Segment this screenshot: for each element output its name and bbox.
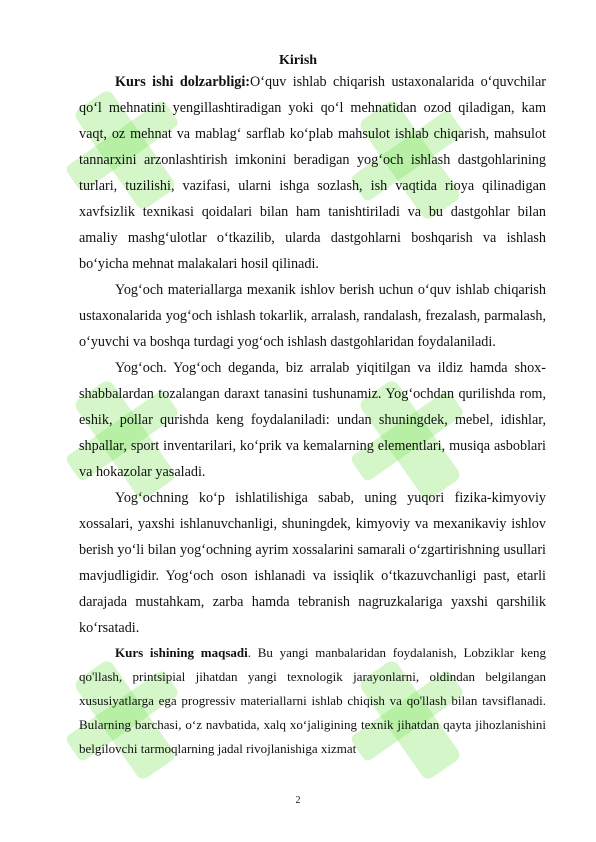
goal-heading: Kurs ishining maqsadi	[115, 645, 248, 660]
paragraph-wood-definition: Yog‘och. Yog‘och deganda, biz arralab yiqitilgan va ildiz hamda shox-shabbalardan tozalangan daraxt tanasini tushunamiz. Yog‘ochdan qurilishda rom, eshik, pollar qurishda keng foydalaniladi: undan shuningdek, mebel, idishlar, shpallar, sport inventarilari, ko‘prik va kemalarning elementlari, musiqa asboblari va hokazolar yasaladi.	[79, 360, 546, 480]
page-title: Kirish	[278, 53, 318, 68]
page-number: 2	[295, 795, 301, 806]
relevance-heading: Kurs ishi dolzarbligi:	[115, 74, 251, 90]
paragraph-goal	[79, 641, 546, 761]
document-body	[79, 69, 546, 761]
goal-text: . Bu yangi manbalaridan foydalanish, Lobziklar keng qo'llash, printsipial jihatdan yangi texnologik jarayonlarni, oldindan belgilangan xususiyatlarga ega progressiv materiallarni ishlab chiqish va qo'llash bilan tavsiflanadi. Bularning barchasi, o‘z navbatida, xalq xo‘jaligining texnik jihatdan qayta jihozlanishini belgilovchi tarmoqlarning jadal rivojlanishiga xizmat	[79, 645, 546, 756]
paragraph-relevance	[79, 69, 546, 277]
paragraph-machining: Yog‘och materiallarga mexanik ishlov berish uchun o‘quv ishlab chiqarish ustaxonalarida yog‘och ishlash tokarlik, arralash, randalash, frezalash, parmalash, o‘yuvchi va boshqa turdagi yog‘och ishlash dastgohlaridan foydalaniladi.	[79, 282, 546, 350]
paragraph-wood-properties: Yog‘ochning ko‘p ishlatilishiga sabab, uning yuqori fizika-kimyoviy xossalari, yaxshi ishlanuvchanligi, shuningdek, kimyoviy va mexanikaviy ishlov berish yo‘li bilan yog‘ochning ayrim xossalarini samarali o‘zgartirishning usullari mavjudligidir. Yog‘och oson ishlanadi va issiqlik o‘tkazuvchanligi past, etarli darajada mustahkam, zarba hamda tebranish nagruzkalariga yaxshi qarshilik ko‘rsatadi.	[79, 490, 546, 636]
relevance-text: O‘quv ishlab chiqarish ustaxonalarida o‘quvchilar qo‘l mehnatini yengillashtiradigan yoki qo‘l mehnatidan ozod qiladigan, kam vaqt, oz mehnat va mablag‘ sarflab ko‘plab mahsulot ishlab chiqarish, mahsulot tannarxini arzonlashtirish imkonini beradigan yog‘och ishlash dastgohlarining turlari, tuzilishi, vazifasi, ularni ishga sozlash, ish vaqtida rioya qilinadigan xavfsizlik texnikasi qoidalari bilan ham tanishtiriladi va bu dastgohlar bilan amaliy mashg‘ulotlar o‘tkazilib, ularda dastgohlarni boshqarish va ishlash bo‘yicha mehnat malakalari hosil qilinadi.	[79, 74, 546, 272]
